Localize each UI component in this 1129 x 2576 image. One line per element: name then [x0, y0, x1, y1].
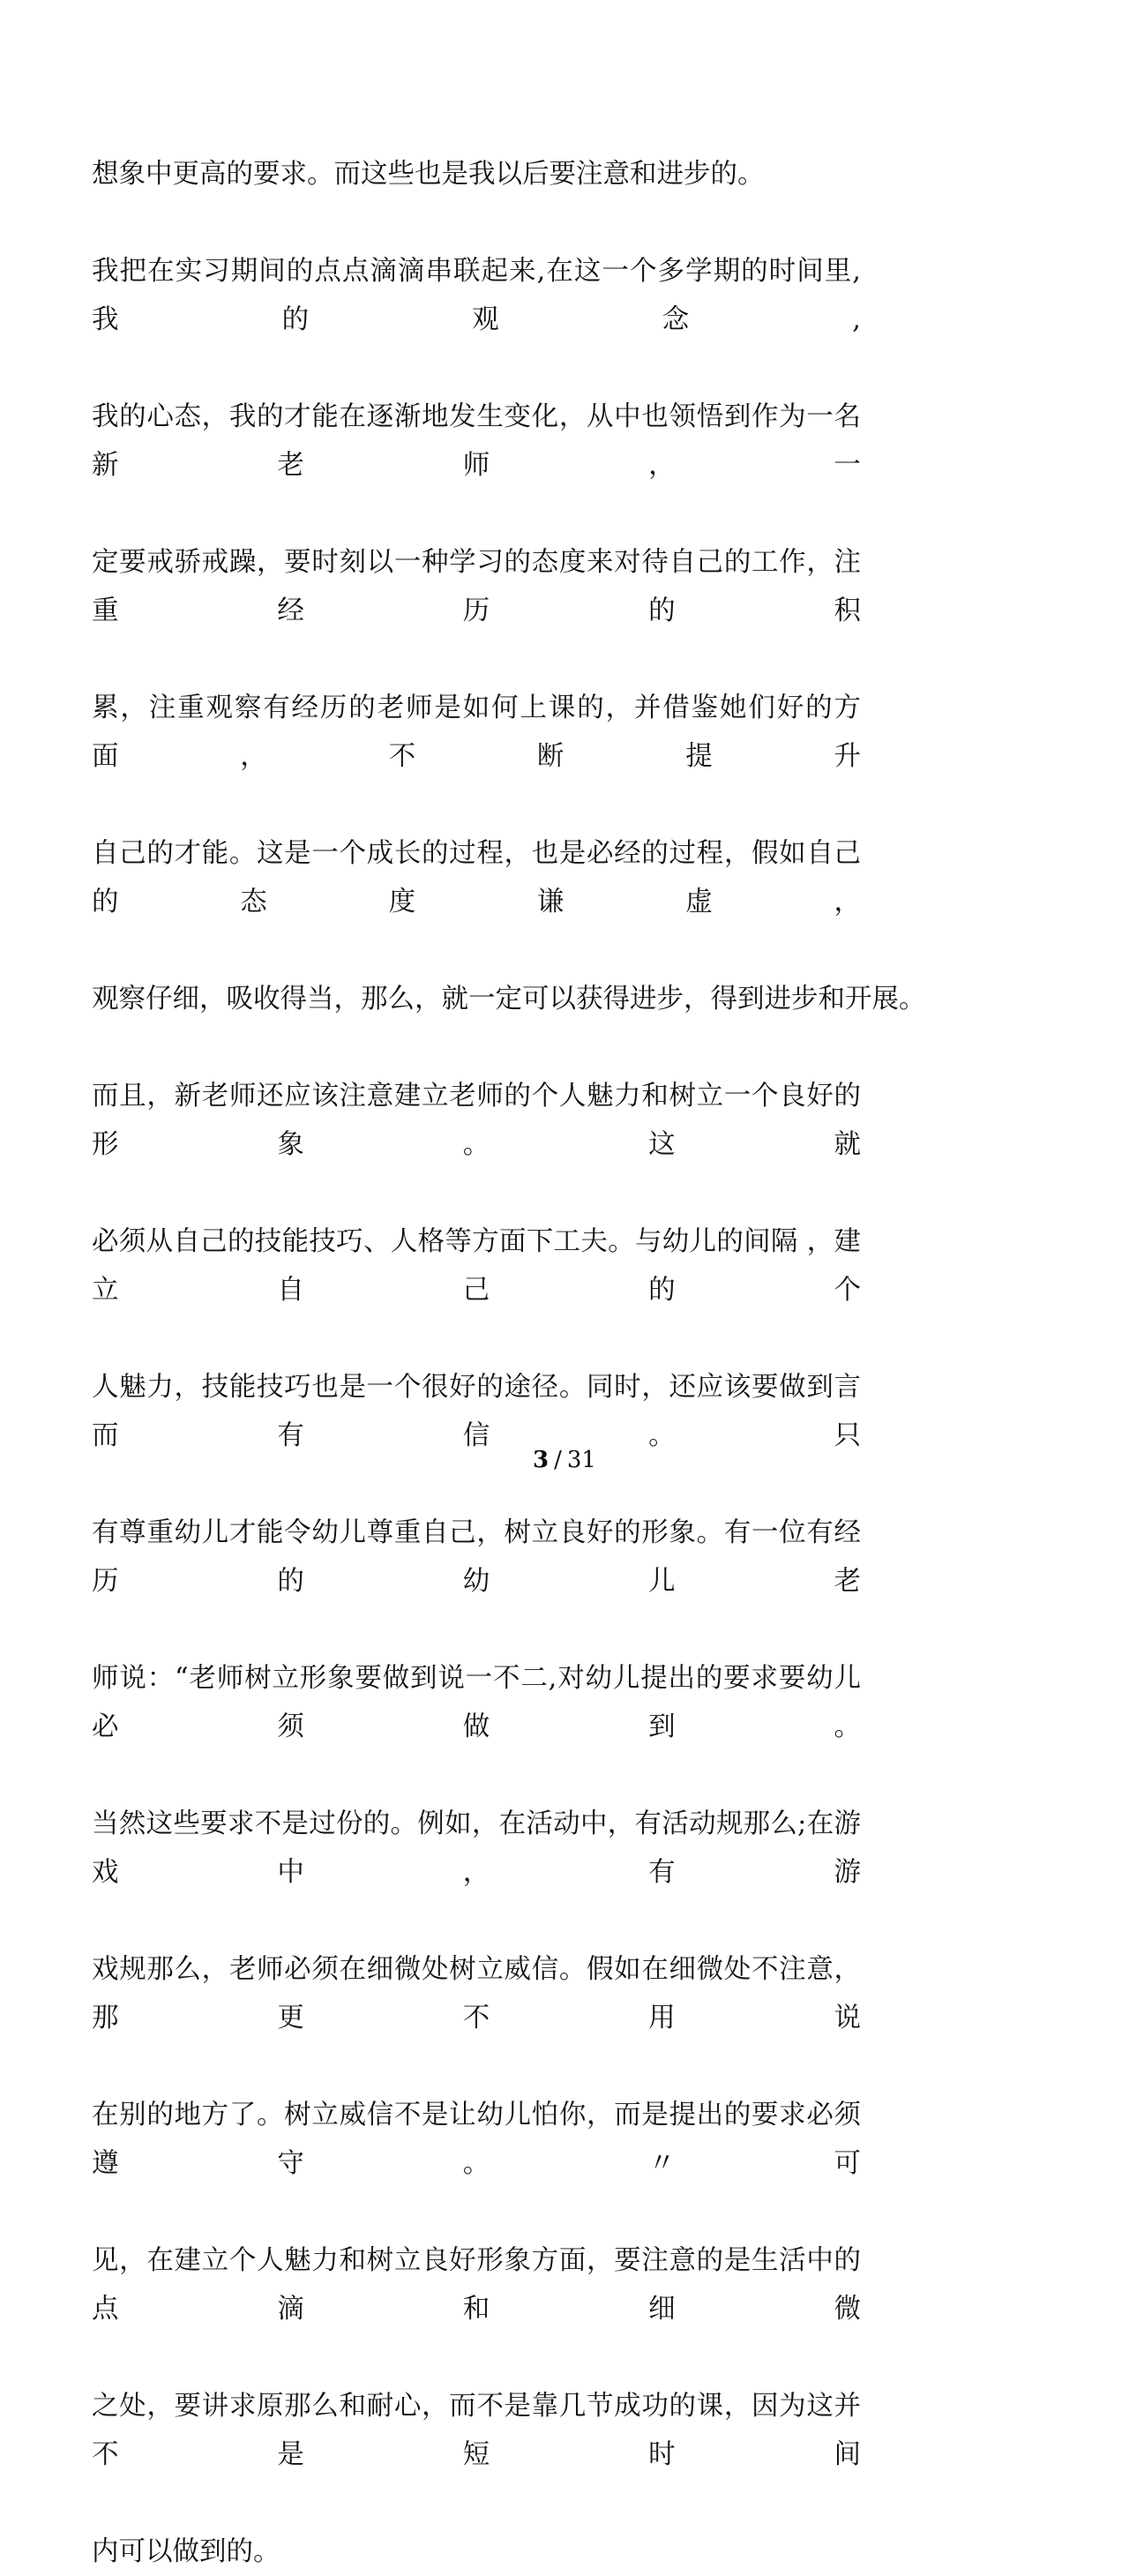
- paragraph-2: [92, 247, 926, 1023]
- page-number-current: 3: [533, 1447, 550, 1473]
- page-number-total: 31: [566, 1447, 596, 1473]
- text-line: 戏规那么，老师必须在细微处树立威信。假如在细微处不注意，那更不用说: [92, 1954, 861, 2033]
- text-line: 定要戒骄戒躁，要时刻以一种学习的态度来对待自己的工作，注重经历的积: [92, 547, 861, 626]
- text-line: 想象中更高的要求。而这些也是我以后要注意和进步的。: [92, 159, 765, 190]
- paragraph-3: [92, 1072, 861, 2576]
- text-line: 自己的才能。这是一个成长的过程，也是必经的过程，假如自己的态度谦虚，: [92, 838, 861, 917]
- paragraph-1: [92, 150, 861, 198]
- text-line: 必须从自己的技能技巧、人格等方面下工夫。与幼儿的间隔 ，建立自己的个: [92, 1226, 861, 1306]
- text-line: 而且，新老师还应该注意建立老师的个人魅力和树立一个良好的形象。这就: [92, 1081, 861, 1160]
- text-line: 我把在实习期间的点点滴滴串联起来,在这一个多学期的时间里,我的观念,: [92, 256, 861, 335]
- text-line: 观察仔细，吸收得当，那么，就一定可以获得进步，得到进步和开展。: [92, 984, 926, 1015]
- text-line: 当然这些要求不是过份的。例如，在活动中，有活动规那么;在游戏中，有游: [92, 1808, 861, 1888]
- text-line: 见，在建立个人魅力和树立良好形象方面，要注意的是生活中的点滴和细微: [92, 2245, 861, 2325]
- text-line: 师说：“老师树立形象要做到说一不二,对幼儿提出的要求要幼儿必须做到。: [92, 1663, 861, 1742]
- text-line: 之处，要讲求原那么和耐心，而不是靠几节成功的课，因为这并不是短时间: [92, 2391, 861, 2470]
- text-line: 在别的地方了。树立威信不是让幼儿怕你，而是提出的要求必须遵守。〃可: [92, 2100, 861, 2179]
- text-line: 有尊重幼儿才能令幼儿尊重自己，树立良好的形象。有一位有经历的幼儿老: [92, 1517, 861, 1597]
- page-footer: [0, 1445, 1129, 1475]
- page-number-separator: /: [554, 1447, 562, 1473]
- document-body: [92, 150, 926, 2576]
- text-line: 我的心态，我的才能在逐渐地发生变化，从中也领悟到作为一名新老师，一: [92, 401, 861, 481]
- text-line: 累，注重观察有经历的老师是如何上课的，并借鉴她们好的方面，不断提升: [92, 693, 861, 772]
- text-line: 人魅力，技能技巧也是一个很好的途径。同时，还应该要做到言而有信。只: [92, 1372, 861, 1451]
- text-line: 内可以做到的。: [92, 2536, 280, 2567]
